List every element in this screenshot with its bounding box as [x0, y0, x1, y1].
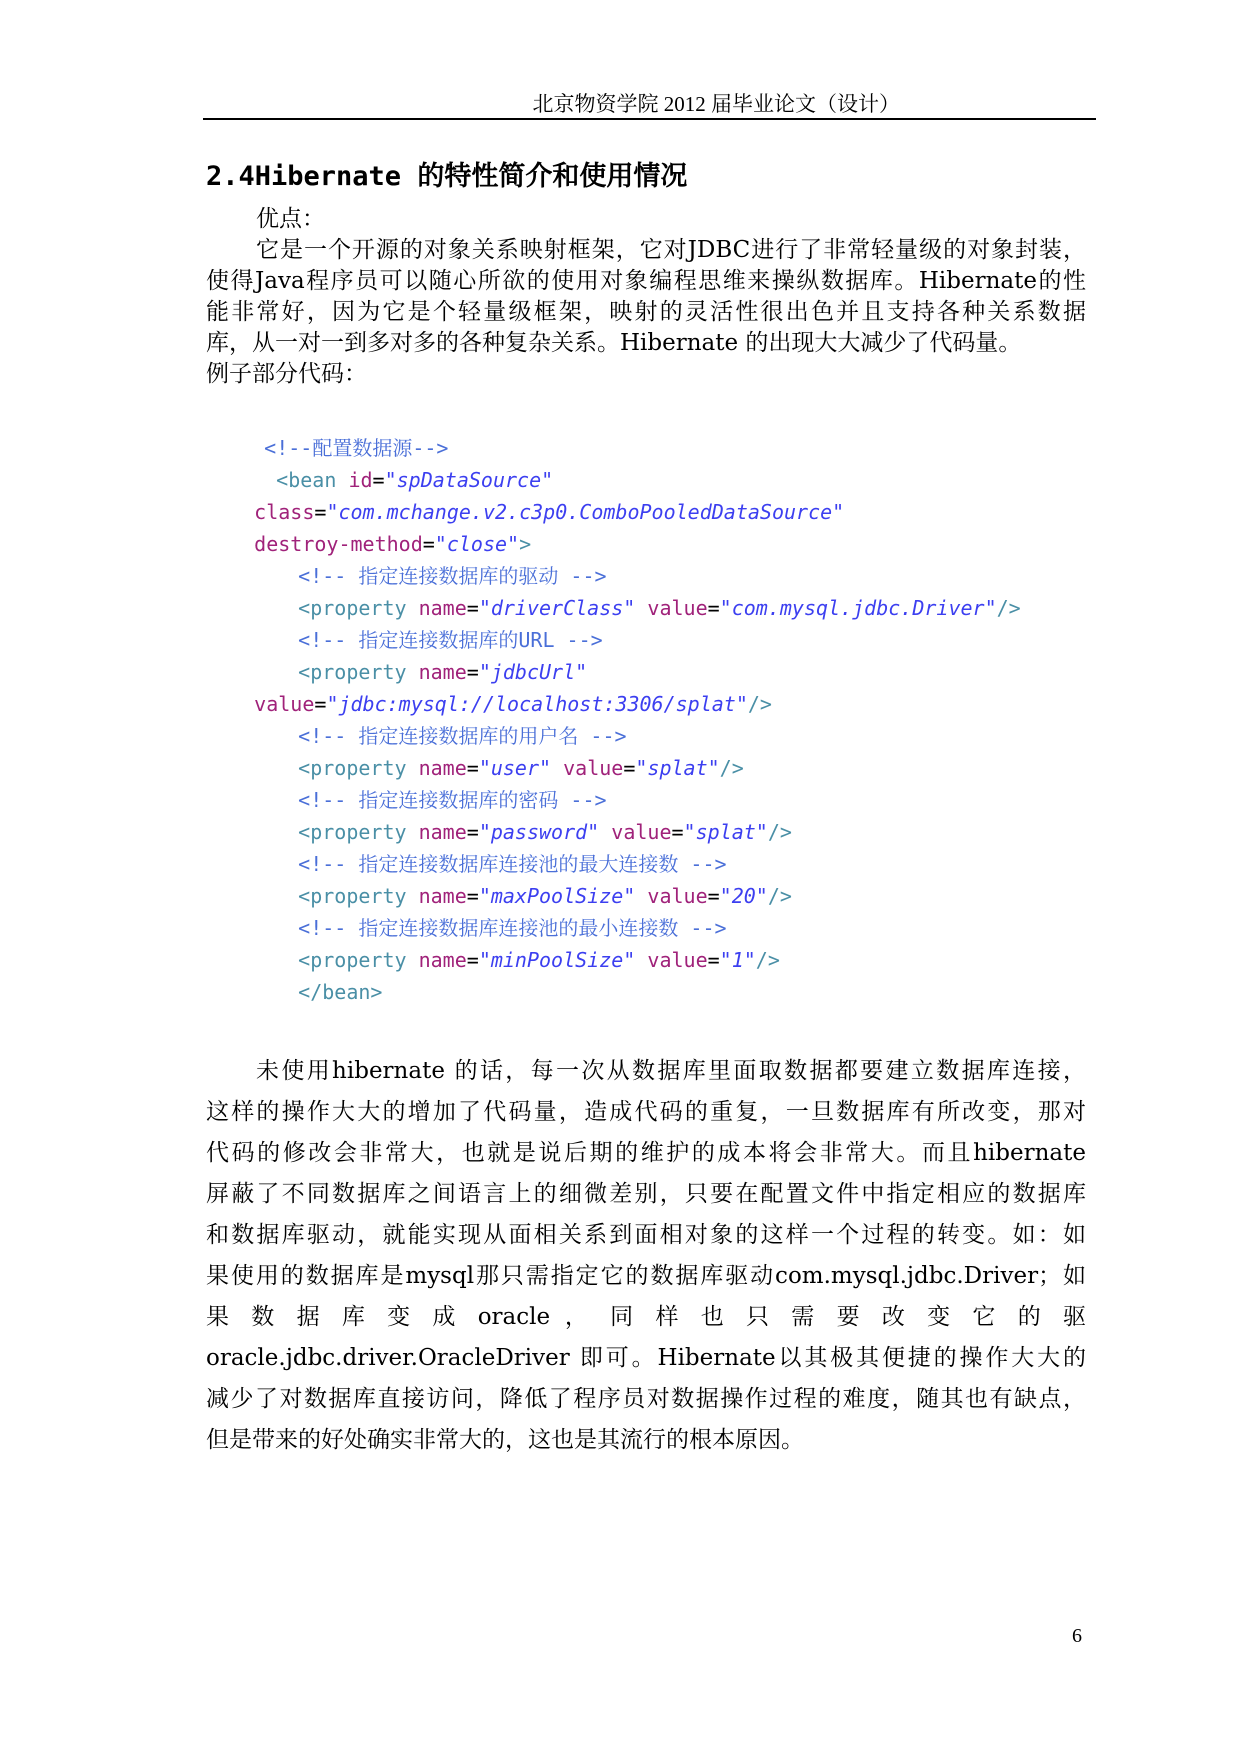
- code-string: "splat": [683, 820, 768, 844]
- code-line: [250, 755, 607, 812]
- code-line: <bean id="spDataSource": [276, 468, 554, 492]
- page-header: [203, 82, 1096, 120]
- code-attr: value: [647, 596, 708, 620]
- code-string: "spDataSource": [384, 468, 554, 492]
- code-attr: class: [254, 500, 315, 524]
- body-line: 果 数 据 库 变 成 oracle ， 同 样 也 只 需 要 改 变 它 的 驱: [206, 1304, 1086, 1330]
- intro-paragraph: [206, 204, 1086, 394]
- code-comment: <!-- 指定连接数据库连接池的最大连接数 -->: [298, 852, 727, 876]
- code-tag: <property: [298, 884, 407, 908]
- code-line: [250, 819, 727, 876]
- code-line: [250, 947, 383, 1004]
- code-comment: <!-- 指定连接数据库的驱动 -->: [298, 564, 607, 588]
- page-number: 6: [1072, 1625, 1082, 1647]
- code-line: [216, 403, 449, 460]
- code-tag: </bean>: [298, 980, 383, 1004]
- code-string: "jdbc:mysql://localhost:3306/splat": [326, 692, 748, 716]
- code-attr: name: [418, 820, 467, 844]
- intro-line: 优点：: [256, 206, 325, 232]
- code-string: "1": [719, 948, 756, 972]
- code-attr: value: [611, 820, 672, 844]
- code-attr: name: [418, 884, 467, 908]
- code-string: "maxPoolSize": [478, 884, 636, 908]
- body-paragraph: [206, 1051, 1086, 1461]
- code-string: "20": [719, 884, 768, 908]
- code-tag: <property: [298, 756, 407, 780]
- code-string: "driverClass": [478, 596, 636, 620]
- code-line: [250, 595, 603, 652]
- code-line: <property name="maxPoolSize" value="20"/>: [298, 884, 792, 908]
- code-string: "password": [478, 820, 600, 844]
- code-attr: value: [647, 948, 708, 972]
- code-attr: value: [647, 884, 708, 908]
- code-comment: <!-- 指定连接数据库的URL -->: [298, 628, 603, 652]
- code-string: "jdbcUrl": [478, 660, 588, 684]
- code-line: value="jdbc:mysql://localhost:3306/splat"/>: [254, 692, 772, 716]
- code-string: "close": [434, 532, 520, 556]
- intro-line: 库，从一对一到多对多的各种复杂关系。Hibernate 的出现大大减少了代码量。: [206, 330, 1022, 356]
- code-comment: <!-- 指定连接数据库的密码 -->: [298, 788, 607, 812]
- code-attr: name: [418, 948, 467, 972]
- code-line: <property name="minPoolSize" value="1"/>: [298, 948, 780, 972]
- code-line: <property name="user" value="splat"/>: [298, 756, 744, 780]
- code-attr: destroy-method: [254, 532, 423, 556]
- body-line: 未使用hibernate 的话，每一次从数据库里面取数据都要建立数据库连接，: [256, 1058, 1086, 1084]
- intro-line: 使得Java程序员可以随心所欲的使用对象编程思维来操纵数据库。Hibernate的性: [206, 268, 1086, 294]
- code-string: "splat": [635, 756, 720, 780]
- intro-line: 它是一个开源的对象关系映射框架，它对JDBC进行了非常轻量级的对象封装，: [256, 237, 1086, 263]
- code-string: "minPoolSize": [478, 948, 636, 972]
- code-line: <property name="password" value="splat"/>: [298, 820, 792, 844]
- section-title: 2.4Hibernate 的特性简介和使用情况: [206, 161, 688, 192]
- code-attr: value: [254, 692, 315, 716]
- code-line: [250, 531, 607, 588]
- code-attr: name: [418, 756, 467, 780]
- code-attr: name: [418, 596, 467, 620]
- body-line: 但是带来的好处确实非常大的，这也是其流行的根本原因。: [206, 1427, 804, 1453]
- code-comment: <!-- 指定连接数据库的用户名 -->: [298, 724, 627, 748]
- body-line: oracle.jdbc.driver.OracleDriver 即可。Hibernate以其极其便捷的操作大大的: [206, 1345, 1086, 1371]
- code-tag: <property: [298, 948, 407, 972]
- body-line: 减少了对数据库直接访问，降低了程序员对数据操作过程的难度，随其也有缺点，: [206, 1386, 1086, 1412]
- code-string: "com.mchange.v2.c3p0.ComboPooledDataSource": [326, 500, 845, 524]
- intro-line: 例子部分代码：: [206, 361, 367, 387]
- code-comment: <!-- 指定连接数据库连接池的最小连接数 -->: [298, 916, 727, 940]
- body-line: 代码的修改会非常大，也就是说后期的维护的成本将会非常大。而且hibernate: [206, 1140, 1086, 1166]
- code-tag: <bean: [276, 468, 337, 492]
- code-tag: <property: [298, 596, 407, 620]
- code-attr: id: [348, 468, 373, 492]
- header-text: 北京物资学院 2012 届毕业论文（设计）: [532, 92, 900, 116]
- body-line: 和数据库驱动，就能实现从面相关系到面相对象的这样一个过程的转变。如：如: [206, 1222, 1086, 1248]
- code-line: <property name="jdbcUrl": [298, 660, 588, 684]
- code-attr: value: [563, 756, 624, 780]
- intro-line: 能非常好，因为它是个轻量级框架，映射的灵活性很出色并且支持各种关系数据: [206, 299, 1086, 325]
- body-line: 屏蔽了不同数据库之间语言上的细微差别，只要在配置文件中指定相应的数据库: [206, 1181, 1086, 1207]
- code-line: destroy-method="close">: [254, 532, 532, 556]
- code-string: "user": [478, 756, 552, 780]
- code-line: <property name="driverClass" value="com.mysql.jdbc.Driver"/>: [298, 596, 1021, 620]
- code-tag: <property: [298, 820, 407, 844]
- code-comment: <!--配置数据源-->: [264, 436, 449, 460]
- code-line: [250, 691, 627, 748]
- body-line: 果使用的数据库是mysql那只需指定它的数据库驱动com.mysql.jdbc.Driver；如: [206, 1263, 1086, 1289]
- code-string: "com.mysql.jdbc.Driver": [719, 596, 997, 620]
- code-line: class="com.mchange.v2.c3p0.ComboPooledDataSource": [254, 500, 845, 524]
- code-line: [250, 883, 727, 940]
- body-line: 这样的操作大大的增加了代码量，造成代码的重复，一旦数据库有所改变，那对: [206, 1099, 1086, 1125]
- code-tag: <property: [298, 660, 407, 684]
- code-attr: name: [418, 660, 467, 684]
